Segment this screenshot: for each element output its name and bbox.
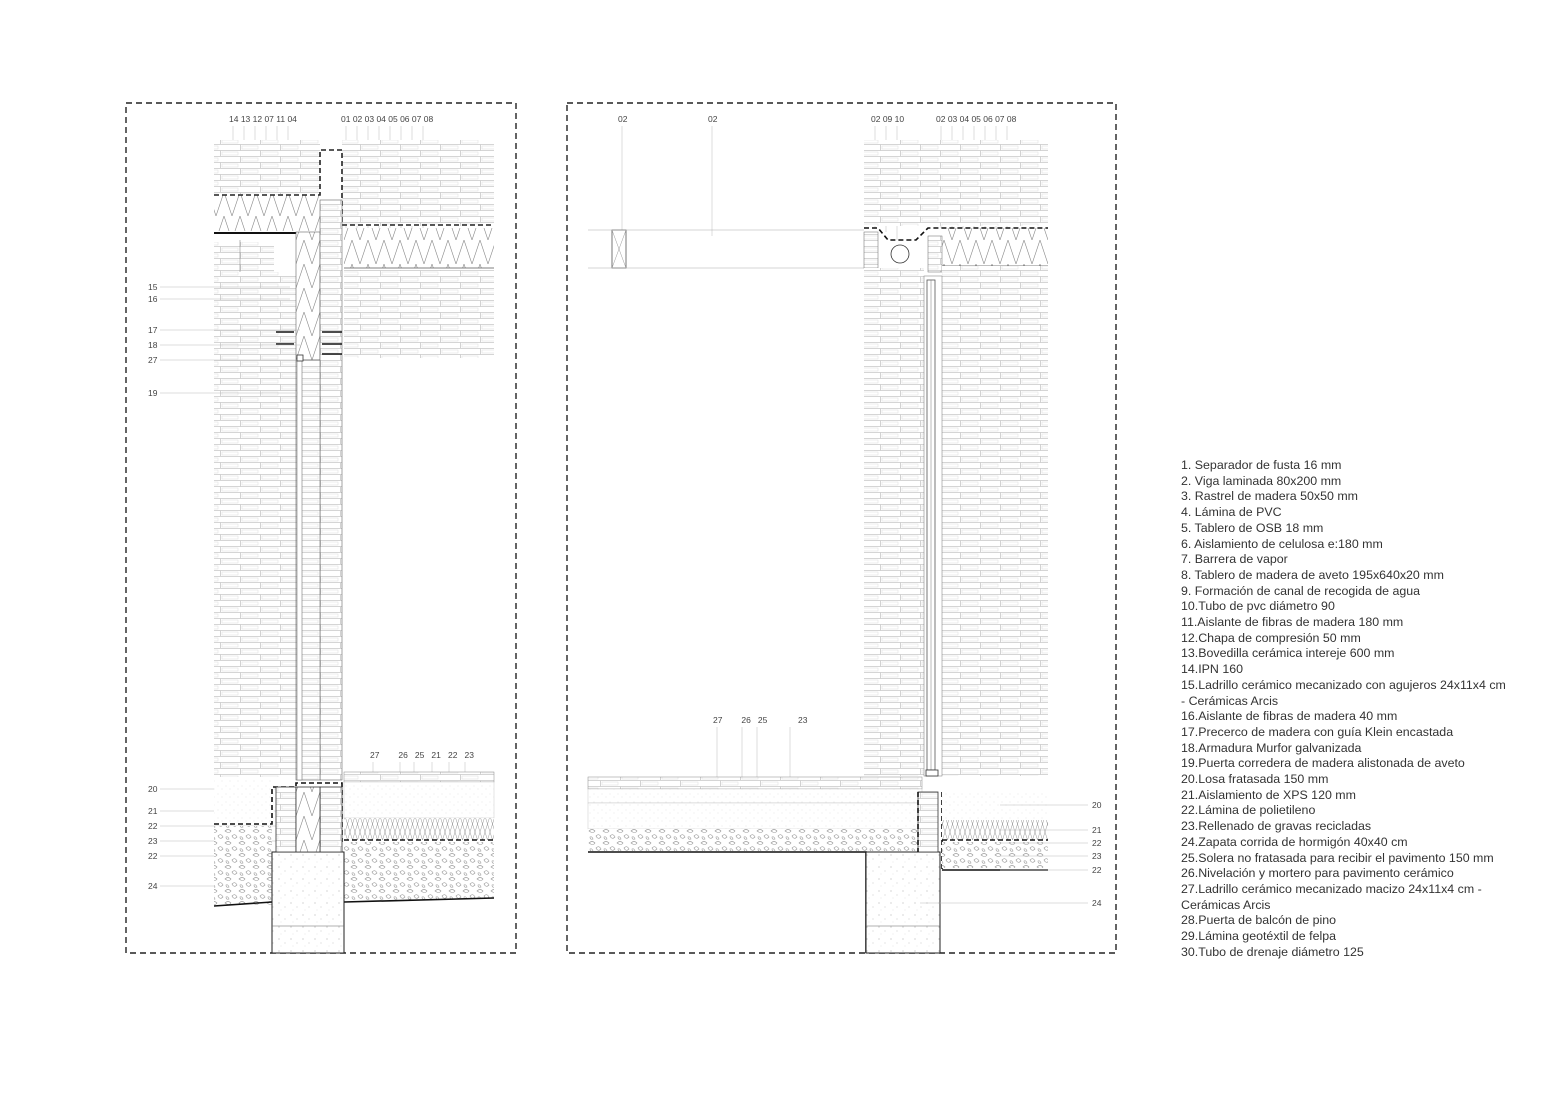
legend-item: 6. Aislamiento de celulosa e:180 mm <box>1181 536 1383 551</box>
label-18: 18 <box>148 340 158 350</box>
right-floor-slab <box>588 803 922 829</box>
legend-item: 8. Tablero de madera de aveto 195x640x20 mm <box>1181 567 1444 582</box>
legend-item: 21.Aislamiento de XPS 120 mm <box>1181 787 1356 802</box>
right-top-label-1: 02 <box>618 114 628 124</box>
legend-item: 22.Lámina de polietileno <box>1181 803 1316 818</box>
legend-item: 5. Tablero de OSB 18 mm <box>1181 520 1324 535</box>
label-16: 16 <box>148 294 158 304</box>
r-label-24: 24 <box>1092 898 1102 908</box>
label-23: 23 <box>148 836 158 846</box>
legend-item: 19.Puerta corredera de madera alistonada de aveto <box>1181 756 1465 771</box>
right-top-label-4: 02 03 04 05 06 07 08 <box>936 114 1017 124</box>
legend-item: 13.Bovedilla cerámica intereje 600 mm <box>1181 646 1395 661</box>
legend-item: 24.Zapata corrida de hormigón 40x40 cm <box>1181 834 1408 849</box>
left-floor-labels: 27 26 25 21 22 23 <box>370 750 474 760</box>
legend-item: 20.Losa fratasada 150 mm <box>1181 772 1329 787</box>
label-27: 27 <box>148 355 158 365</box>
label-21: 21 <box>148 806 158 816</box>
left-floor-gravel <box>344 842 494 902</box>
left-footing <box>272 852 344 953</box>
label-17: 17 <box>148 325 158 335</box>
legend-item: 15.Ladrillo cerámico mecanizado con agujeros 24x11x4 cm - Cerámicas Arcis <box>1181 677 1506 708</box>
right-top-label-2: 02 <box>708 114 718 124</box>
legend-item: 3. Rastrel de madera 50x50 mm <box>1181 489 1358 504</box>
left-wall-brick-inner-upper <box>344 270 494 358</box>
legend-item: 1. Separador de fusta 16 mm <box>1181 458 1342 472</box>
legend-item: 30.Tubo de drenaje diámetro 125 <box>1181 944 1364 959</box>
label-20: 20 <box>148 784 158 794</box>
left-upper-brick-right <box>342 140 494 226</box>
label-24: 24 <box>148 881 158 891</box>
left-jamb-brick <box>320 200 342 780</box>
right-upper-brick <box>864 140 1048 226</box>
legend-item: 4. Lámina de PVC <box>1181 505 1282 520</box>
left-roof-insulation-right <box>344 228 494 268</box>
r-label-22b: 22 <box>1092 865 1102 875</box>
legend-item: 10.Tubo de pvc diámetro 90 <box>1181 599 1335 614</box>
right-wall-brick-left <box>864 268 924 776</box>
right-pvc-pipe <box>891 245 909 263</box>
left-side-labels <box>148 282 158 891</box>
legend-item: 25.Solera no fratasada para recibir el pavimento 150 mm <box>1181 850 1494 865</box>
legend-item: 23.Rellenado de gravas recicladas <box>1181 819 1372 834</box>
label-15: 15 <box>148 282 158 292</box>
left-floor-tiles <box>344 772 494 782</box>
left-upper-brick-left <box>214 140 320 194</box>
right-floor-labels: 27 26 25 23 <box>713 715 808 725</box>
legend-item: 27.Ladrillo cerámico mecanizado macizo 24x11x4 cm - Cerámicas Arcis <box>1181 881 1482 912</box>
legend-item: 18.Armadura Murfor galvanizada <box>1181 740 1362 755</box>
left-floor-xps <box>344 818 494 840</box>
left-roof-insulation-left <box>214 195 320 231</box>
right-side-labels <box>1092 800 1102 908</box>
r-label-21: 21 <box>1092 825 1102 835</box>
left-wall-insulation <box>296 232 320 360</box>
legend-item: 29.Lámina geotéxtil de felpa <box>1181 929 1336 944</box>
right-wall-brick-right <box>942 266 1048 776</box>
legend-item: 14.IPN 160 <box>1181 662 1243 677</box>
r-label-20: 20 <box>1092 800 1102 810</box>
legend <box>1181 458 1511 961</box>
left-wall-brick-outer <box>214 272 296 777</box>
legend-item: 17.Precerco de madera con guía Klein encastada <box>1181 724 1454 739</box>
r-label-23: 23 <box>1092 851 1102 861</box>
legend-item: 28.Puerta de balcón de pino <box>1181 913 1337 928</box>
right-roof-insulation <box>942 228 1048 266</box>
right-footing <box>866 852 940 953</box>
right-top-label-3: 02 09 10 <box>871 114 905 124</box>
legend-item: 9. Formación de canal de recogida de agua <box>1181 583 1421 598</box>
legend-item: 26.Nivelación y mortero para pavimento cerámico <box>1181 866 1454 881</box>
r-label-22: 22 <box>1092 838 1102 848</box>
label-22b: 22 <box>148 851 158 861</box>
left-top-labels-a: 14 13 12 07 11 04 <box>229 114 297 124</box>
right-floor-tiles <box>588 777 922 789</box>
left-sliding-door <box>297 360 302 780</box>
legend-item: 11.Aislante de fibras de madera 180 mm <box>1181 615 1404 630</box>
legend-item: 2. Viga laminada 80x200 mm <box>1181 473 1342 488</box>
legend-item: 12.Chapa de compresión 50 mm <box>1181 630 1361 645</box>
left-top-labels-b: 01 02 03 04 05 06 07 08 <box>341 114 434 124</box>
legend-item: 7. Barrera de vapor <box>1181 552 1288 567</box>
label-22: 22 <box>148 821 158 831</box>
left-floor-slab <box>344 782 494 818</box>
label-19: 19 <box>148 388 158 398</box>
right-floor-gravel <box>588 829 922 851</box>
legend-item: 16.Aislante de fibras de madera 40 mm <box>1181 709 1398 724</box>
